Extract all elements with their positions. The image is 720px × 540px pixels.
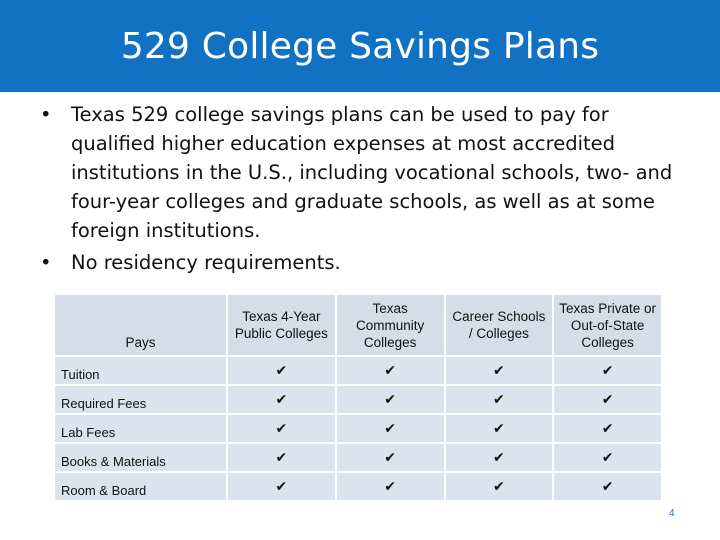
bullet-text: No residency requirements. bbox=[71, 251, 341, 274]
checkmark-icon: ✔ bbox=[553, 443, 662, 472]
checkmark-icon: ✔ bbox=[445, 385, 554, 414]
row-label: Lab Fees bbox=[54, 414, 227, 443]
header-private-out-of-state: Texas Private or Out-of-State Colleges bbox=[553, 294, 662, 356]
checkmark-icon: ✔ bbox=[227, 472, 336, 501]
row-label: Tuition bbox=[54, 356, 227, 385]
bullet-item bbox=[40, 100, 690, 245]
table-header-row bbox=[54, 294, 662, 356]
checkmark-icon: ✔ bbox=[553, 356, 662, 385]
header-pays: Pays bbox=[54, 294, 227, 356]
checkmark-icon: ✔ bbox=[227, 385, 336, 414]
table-row bbox=[54, 356, 662, 385]
title-bar bbox=[0, 0, 720, 92]
checkmark-icon: ✔ bbox=[336, 472, 445, 501]
expenses-table bbox=[53, 293, 663, 502]
checkmark-icon: ✔ bbox=[227, 414, 336, 443]
checkmark-icon: ✔ bbox=[553, 385, 662, 414]
row-label: Required Fees bbox=[54, 385, 227, 414]
page-number: 4 bbox=[669, 508, 675, 519]
row-label: Books & Materials bbox=[54, 443, 227, 472]
header-career-schools: Career Schools / Colleges bbox=[445, 294, 554, 356]
checkmark-icon: ✔ bbox=[336, 414, 445, 443]
bullet-text: Texas 529 college savings plans can be used to pay for qualified higher education expenses at most accredited institutions in the U.S., including vocational schools, two- and four-year colleges and graduate schools, as well as at some foreign institutions. bbox=[71, 103, 673, 242]
checkmark-icon: ✔ bbox=[336, 443, 445, 472]
table-row bbox=[54, 414, 662, 443]
row-label: Room & Board bbox=[54, 472, 227, 501]
checkmark-icon: ✔ bbox=[445, 443, 554, 472]
checkmark-icon: ✔ bbox=[445, 472, 554, 501]
bullet-item bbox=[40, 248, 690, 277]
checkmark-icon: ✔ bbox=[227, 356, 336, 385]
table-row bbox=[54, 385, 662, 414]
checkmark-icon: ✔ bbox=[445, 414, 554, 443]
checkmark-icon: ✔ bbox=[553, 472, 662, 501]
checkmark-icon: ✔ bbox=[445, 356, 554, 385]
checkmark-icon: ✔ bbox=[336, 385, 445, 414]
checkmark-icon: ✔ bbox=[553, 414, 662, 443]
header-community-colleges: Texas Community Colleges bbox=[336, 294, 445, 356]
header-texas-4-year: Texas 4-Year Public Colleges bbox=[227, 294, 336, 356]
checkmark-icon: ✔ bbox=[227, 443, 336, 472]
table-row bbox=[54, 472, 662, 501]
slide-title: 529 College Savings Plans bbox=[120, 25, 600, 67]
table-row bbox=[54, 443, 662, 472]
bullet-list bbox=[40, 100, 690, 280]
bullet-dot-icon: • bbox=[40, 103, 52, 126]
bullet-dot-icon: • bbox=[40, 251, 52, 274]
checkmark-icon: ✔ bbox=[336, 356, 445, 385]
